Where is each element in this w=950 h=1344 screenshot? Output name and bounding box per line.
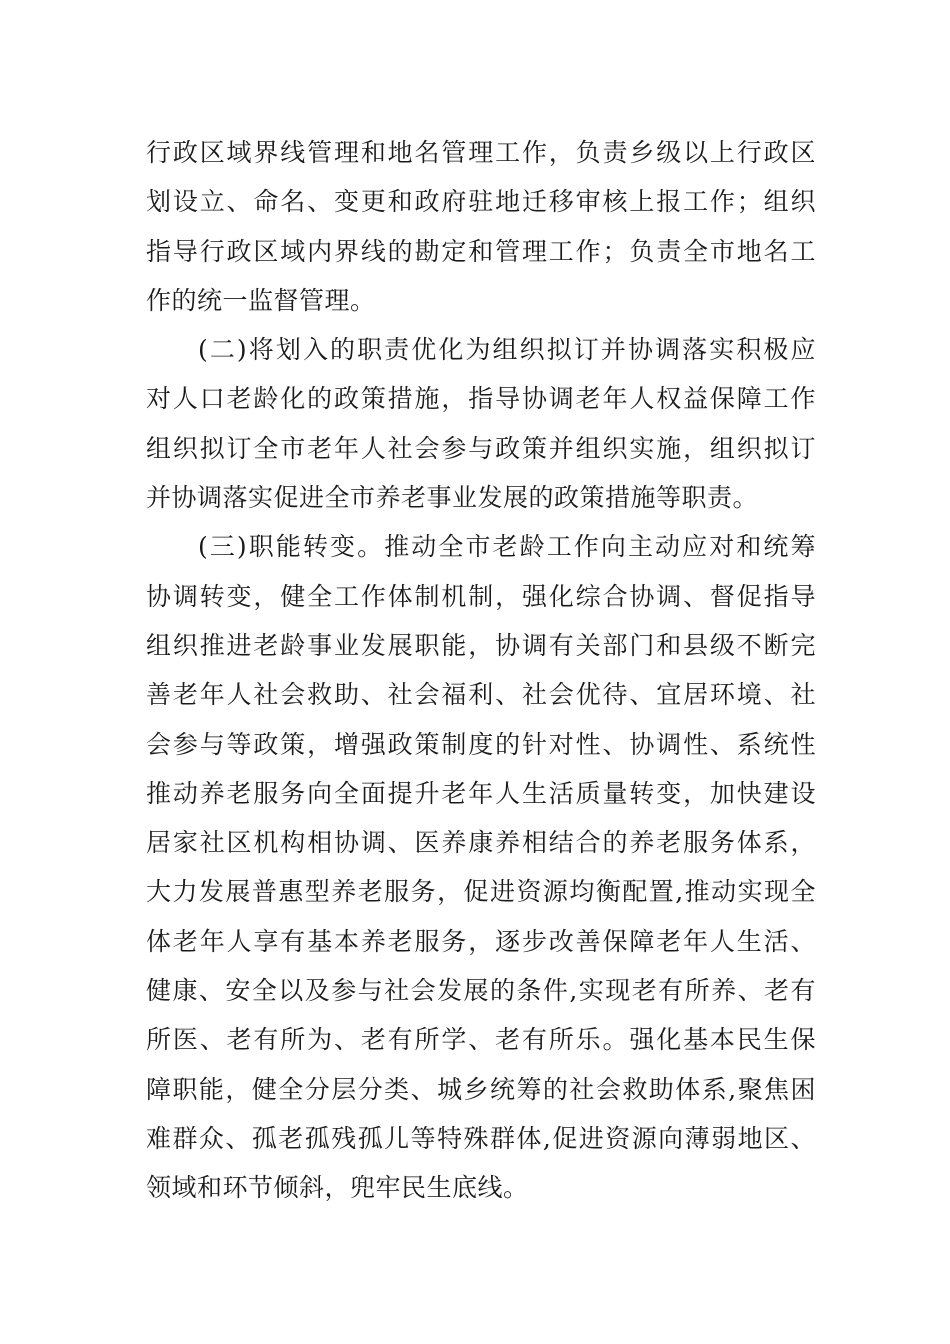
text-line: 作的统一监督管理。 (146, 285, 376, 315)
text-line: 推动养老服务向全面提升老年人生活质量转变，加快建设 (146, 778, 816, 808)
document-body (146, 128, 816, 1213)
text-line: 协调转变，健全工作体制机制，强化综合协调、督促指导 (146, 581, 816, 611)
text-line: 健康、安全以及参与社会发展的条件,实现老有所养、老有 (146, 976, 816, 1006)
text-line: 障职能，健全分层分类、城乡统筹的社会救助体系,聚焦困 (146, 1074, 816, 1104)
text-line: 难群众、孤老孤残孤儿等特殊群体,促进资源向薄弱地区、 (146, 1123, 816, 1153)
text-line: 体老年人享有基本养老服务，逐步改善保障老年人生活、 (146, 926, 816, 956)
text-line: (三)职能转变。推动全市老龄工作向主动应对和统筹 (198, 532, 816, 562)
text-line: 对人口老龄化的政策措施，指导协调老年人权益保障工作 (146, 384, 816, 414)
text-line: 组织拟订全市老年人社会参与政策并组织实施，组织拟订 (146, 433, 816, 463)
text-line: (二)将划入的职责优化为组织拟订并协调落实积极应 (198, 335, 816, 365)
text-line: 大力发展普惠型养老服务，促进资源均衡配置,推动实现全 (146, 877, 816, 907)
text-line: 划设立、命名、变更和政府驻地迁移审核上报工作；组织 (146, 187, 816, 217)
text-line: 指导行政区域内界线的勘定和管理工作；负责全市地名工 (146, 236, 816, 266)
text-line: 组织推进老龄事业发展职能，协调有关部门和县级不断完 (146, 630, 816, 660)
text-line: 善老年人社会救助、社会福利、社会优待、宜居环境、社 (146, 680, 816, 710)
text-line: 所医、老有所为、老有所学、老有所乐。强化基本民生保 (146, 1025, 816, 1055)
text-line: 居家社区机构相协调、医养康养相结合的养老服务体系， (146, 828, 816, 858)
text-line: 会参与等政策，增强政策制度的针对性、协调性、系统性 (146, 729, 816, 759)
text-line: 领域和环节倾斜，兜牢民生底线。 (146, 1173, 529, 1203)
text-line: 并协调落实促进全市养老事业发展的政策措施等职责。 (146, 483, 759, 513)
text-line: 行政区域界线管理和地名管理工作，负责乡级以上行政区 (146, 138, 816, 167)
